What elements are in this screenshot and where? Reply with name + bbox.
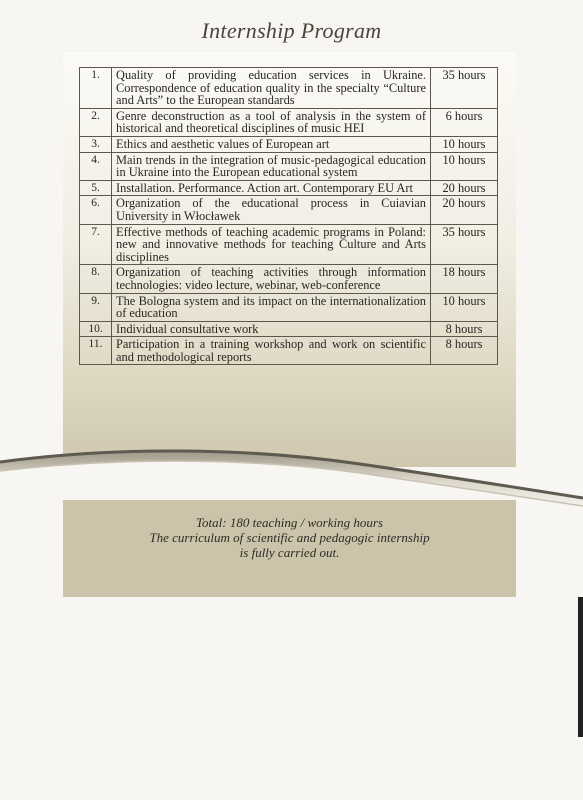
row-topic: Individual consultative work (112, 321, 431, 337)
row-number: 11. (80, 337, 112, 365)
row-topic: The Bologna system and its impact on the internationalization of education (112, 293, 431, 321)
summary-total: Total: 180 teaching / working hours (196, 515, 383, 530)
row-hours: 18 hours (431, 265, 498, 293)
row-hours: 35 hours (431, 68, 498, 109)
row-number: 7. (80, 224, 112, 265)
row-number: 8. (80, 265, 112, 293)
row-hours: 8 hours (431, 337, 498, 365)
table-row (80, 196, 498, 224)
row-topic: Installation. Performance. Action art. Contemporary EU Art (112, 180, 431, 196)
row-hours: 10 hours (431, 136, 498, 152)
table-row (80, 321, 498, 337)
row-topic: Ethics and aesthetic values of European art (112, 136, 431, 152)
table-row (80, 136, 498, 152)
row-number: 4. (80, 152, 112, 180)
edge-bar (578, 597, 583, 737)
table-row (80, 337, 498, 365)
row-topic: Main trends in the integration of music-pedagogical education in Ukraine into the European educational system (112, 152, 431, 180)
row-number: 3. (80, 136, 112, 152)
page-title: Internship Program (201, 18, 382, 43)
table-row (80, 152, 498, 180)
row-hours: 6 hours (431, 108, 498, 136)
row-number: 2. (80, 108, 112, 136)
row-hours: 10 hours (431, 293, 498, 321)
table-row (80, 68, 498, 109)
summary-line-2: The curriculum of scientific and pedagogic internship (149, 530, 430, 545)
row-number: 6. (80, 196, 112, 224)
row-topic: Organization of the educational process in Cuiavian University in Włocławek (112, 196, 431, 224)
row-hours: 10 hours (431, 152, 498, 180)
row-topic: Genre deconstruction as a tool of analysis in the system of historical and theoretical disciplines of music HEI (112, 108, 431, 136)
row-hours: 8 hours (431, 321, 498, 337)
row-number: 1. (80, 68, 112, 109)
row-number: 9. (80, 293, 112, 321)
row-hours: 35 hours (431, 224, 498, 265)
row-number: 5. (80, 180, 112, 196)
row-hours: 20 hours (431, 196, 498, 224)
table-row (80, 265, 498, 293)
row-topic: Quality of providing education services in Ukraine. Correspondence of education quality in the specialty “Culture and Arts” to the European standards (112, 68, 431, 109)
row-hours: 20 hours (431, 180, 498, 196)
row-number: 10. (80, 321, 112, 337)
program-table (79, 67, 498, 365)
table-row (80, 224, 498, 265)
summary-text (63, 515, 516, 560)
row-topic: Organization of teaching activities through information technologies: video lecture, webinar, web-conference (112, 265, 431, 293)
table-row (80, 180, 498, 196)
summary-line-3: is fully carried out. (239, 545, 340, 560)
row-topic: Participation in a training workshop and work on scientific and methodological reports (112, 337, 431, 365)
row-topic: Effective methods of teaching academic programs in Poland: new and innovative methods for teaching Culture and Arts disciplines (112, 224, 431, 265)
table-row (80, 293, 498, 321)
table-row (80, 108, 498, 136)
